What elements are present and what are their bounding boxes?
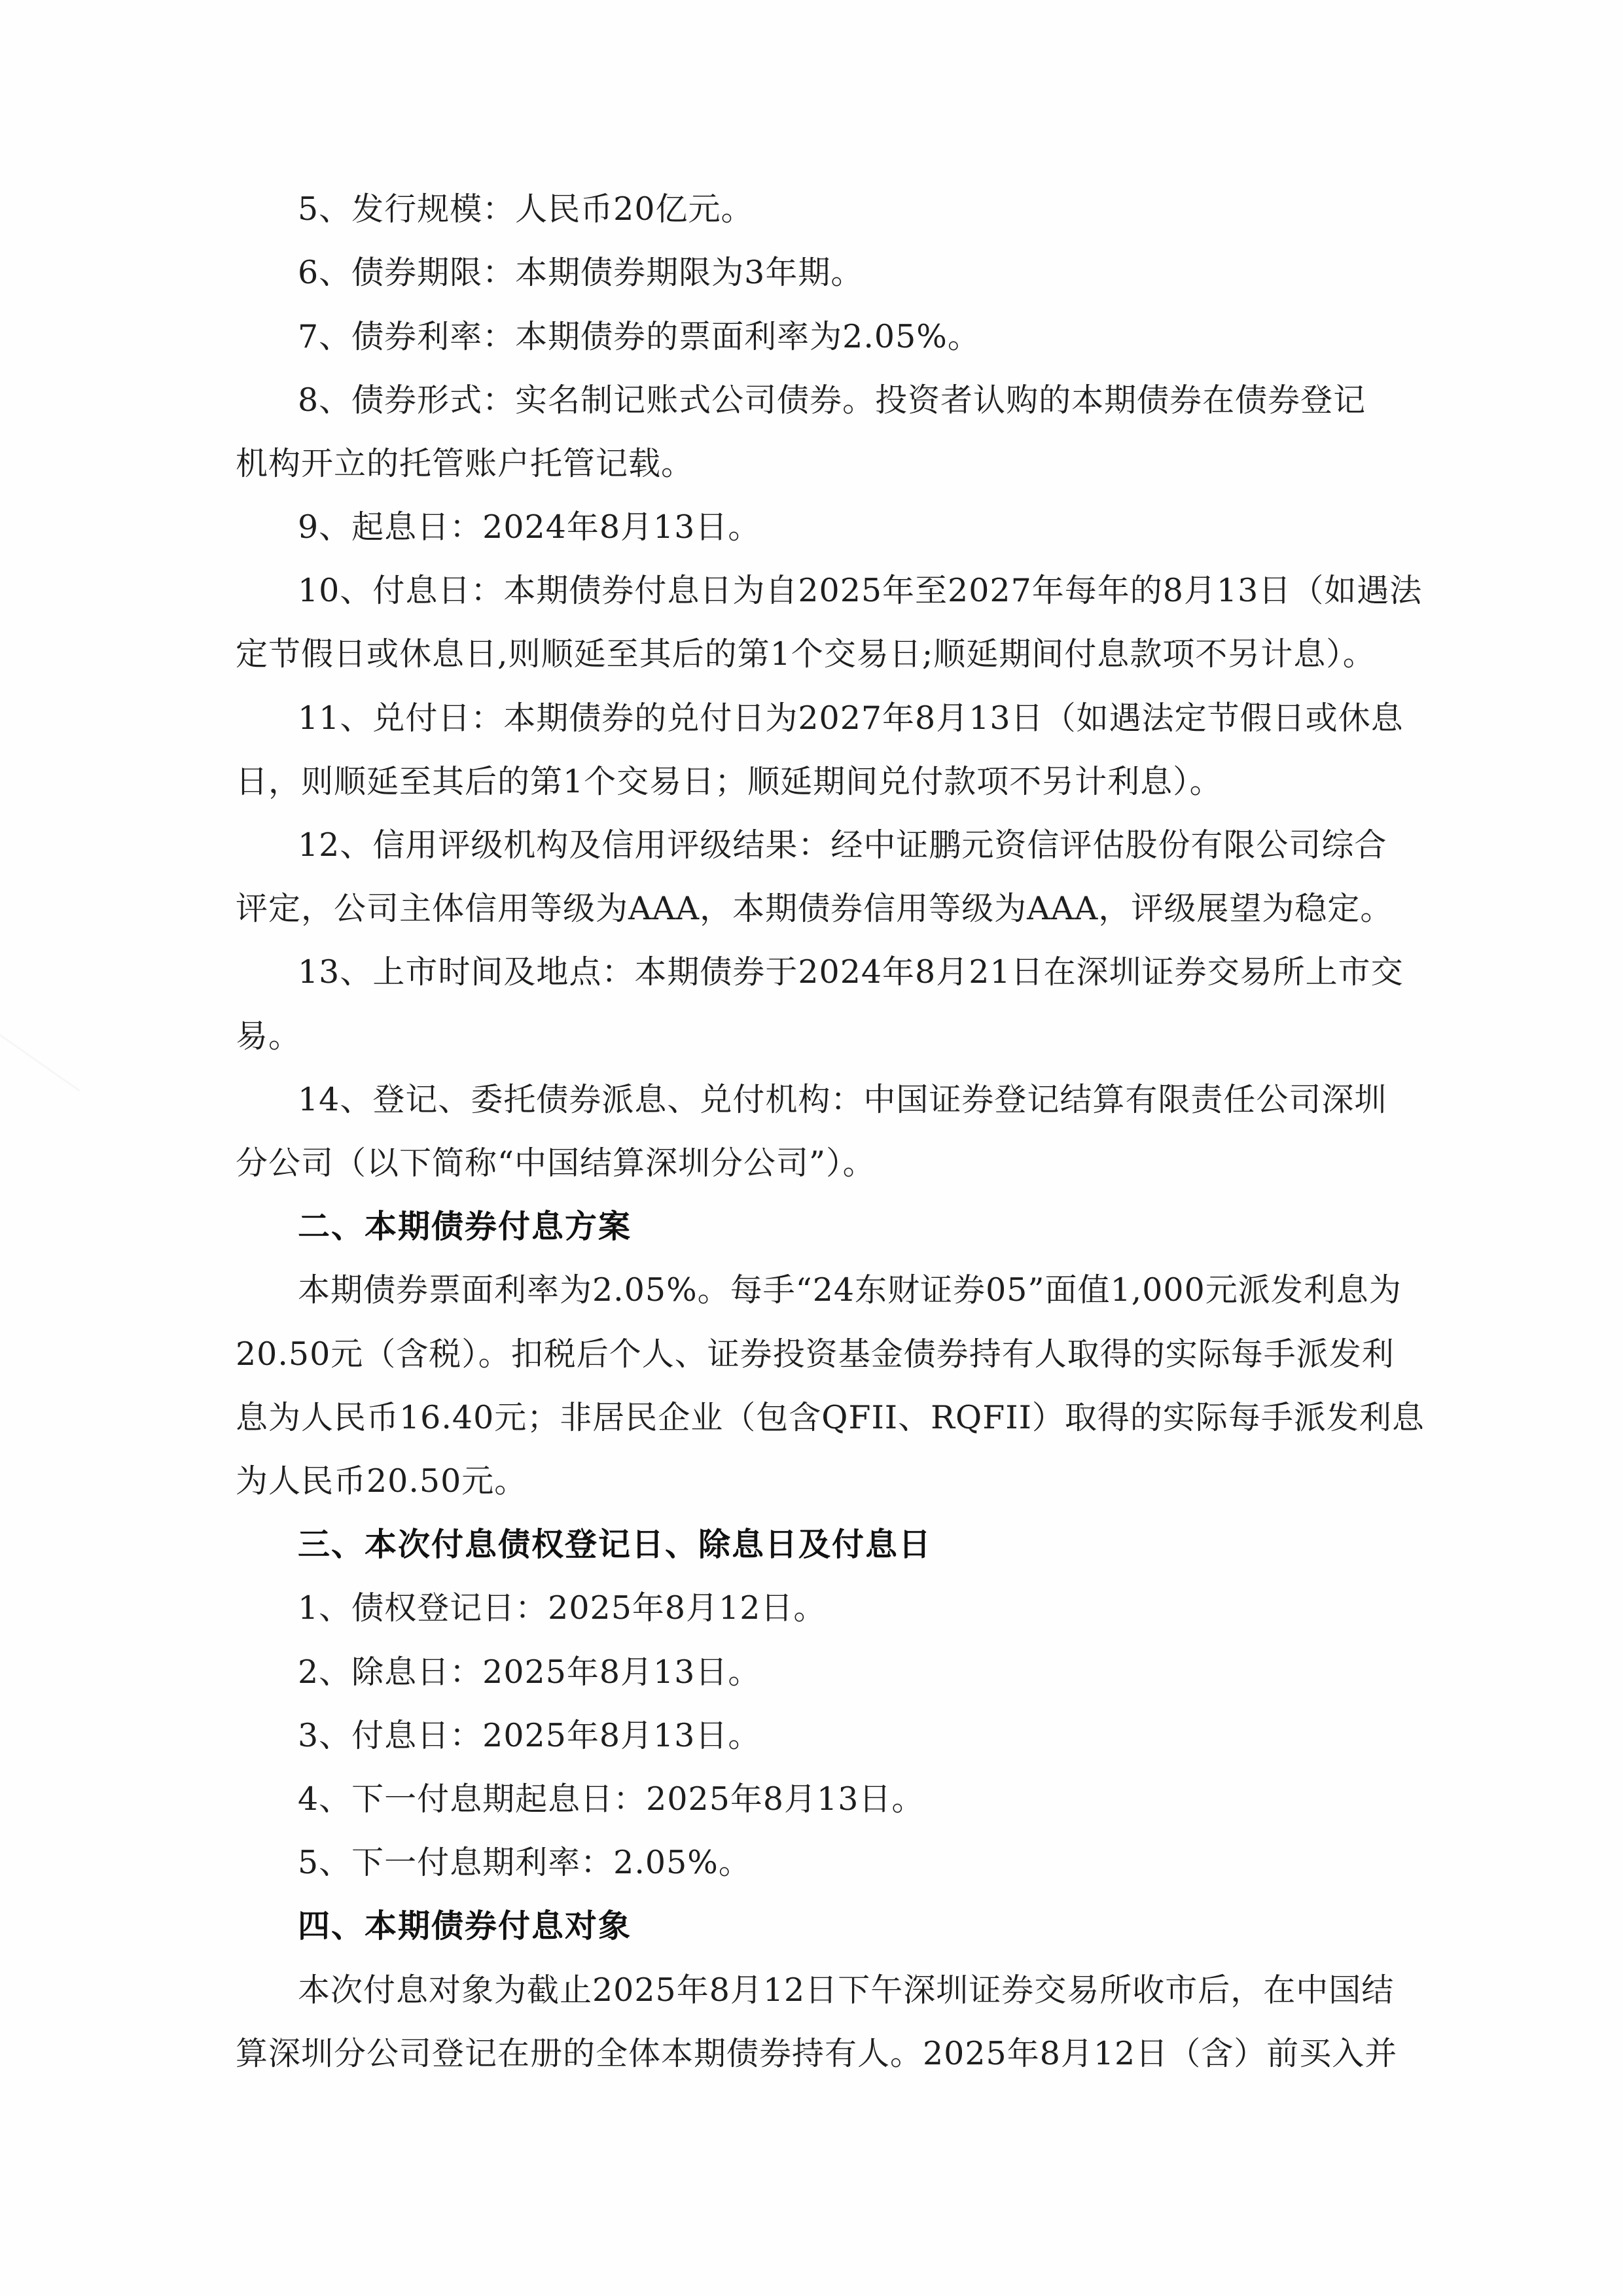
item11-redemption-line1: 11、兑付日：本期债券的兑付日为2027年8月13日（如遇法定节假日或休息 [298, 699, 1404, 737]
item12-rating-line1: 12、信用评级机构及信用评级结果：经中证鹏元资信评估股份有限公司综合 [298, 826, 1387, 864]
item10-interest-date-line2: 定节假日或休息日,则顺延至其后的第1个交易日;顺延期间付息款项不另计息）。 [236, 635, 1376, 673]
item12-rating-line2: 评定，公司主体信用等级为AAA，本期债券信用等级为AAA，评级展望为稳定。 [236, 890, 1393, 927]
item11-redemption-line2: 日，则顺延至其后的第1个交易日；顺延期间兑付款项不另计利息）。 [236, 763, 1222, 800]
section2-paragraph-line4: 为人民币20.50元。 [236, 1462, 527, 1500]
item13-listing-line2: 易。 [236, 1017, 302, 1055]
item6-term: 6、债券期限：本期债券期限为3年期。 [298, 254, 864, 291]
item9-value-date: 9、起息日：2024年8月13日。 [298, 508, 761, 546]
section3-item5-next-rate: 5、下一付息期利率：2.05%。 [298, 1844, 751, 1881]
section4-heading: 四、本期债券付息对象 [298, 1907, 632, 1945]
item8-form-line1: 8、债券形式：实名制记账式公司债券。投资者认购的本期债券在债券登记 [298, 381, 1366, 419]
item13-listing-line1: 13、上市时间及地点：本期债券于2024年8月21日在深圳证券交易所上市交 [298, 953, 1404, 991]
section2-paragraph-line3: 息为人民币16.40元；非居民企业（包含QFII、RQFII）取得的实际每手派发利息 [236, 1399, 1425, 1436]
section2-paragraph-line2: 20.50元（含税）。扣税后个人、证券投资基金债券持有人取得的实际每手派发利 [236, 1335, 1395, 1373]
section2-heading: 二、本期债券付息方案 [298, 1208, 632, 1245]
section2-paragraph-line1: 本期债券票面利率为2.05%。每手“24东财证券05”面值1,000元派发利息为 [298, 1271, 1402, 1309]
item7-rate: 7、债券利率：本期债券的票面利率为2.05%。 [298, 318, 980, 355]
item8-form-line2: 机构开立的托管账户托管记载。 [236, 445, 694, 482]
item10-interest-date-line1: 10、付息日：本期债券付息日为自2025年至2027年每年的8月13日（如遇法 [298, 572, 1423, 609]
section3-item3-payment-date: 3、付息日：2025年8月13日。 [298, 1717, 761, 1754]
section4-paragraph-line2: 算深圳分公司登记在册的全体本期债券持有人。2025年8月12日（含）前买入并 [236, 2035, 1398, 2072]
faint-stamp-mark [0, 1034, 80, 1183]
section3-item1-record-date: 1、债权登记日：2025年8月12日。 [298, 1589, 827, 1627]
item14-agent-line1: 14、登记、委托债券派息、兑付机构：中国证券登记结算有限责任公司深圳 [298, 1081, 1387, 1118]
item14-agent-line2: 分公司（以下简称“中国结算深圳分公司”）。 [236, 1144, 876, 1182]
item5-issue-size: 5、发行规模：人民币20亿元。 [298, 190, 754, 228]
section4-paragraph-line1: 本次付息对象为截止2025年8月12日下午深圳证券交易所收市后，在中国结 [298, 1971, 1395, 2009]
section3-item2-ex-date: 2、除息日：2025年8月13日。 [298, 1653, 761, 1691]
section3-item4-next-value-date: 4、下一付息期起息日：2025年8月13日。 [298, 1780, 925, 1818]
section3-heading: 三、本次付息债权登记日、除息日及付息日 [298, 1526, 933, 1563]
